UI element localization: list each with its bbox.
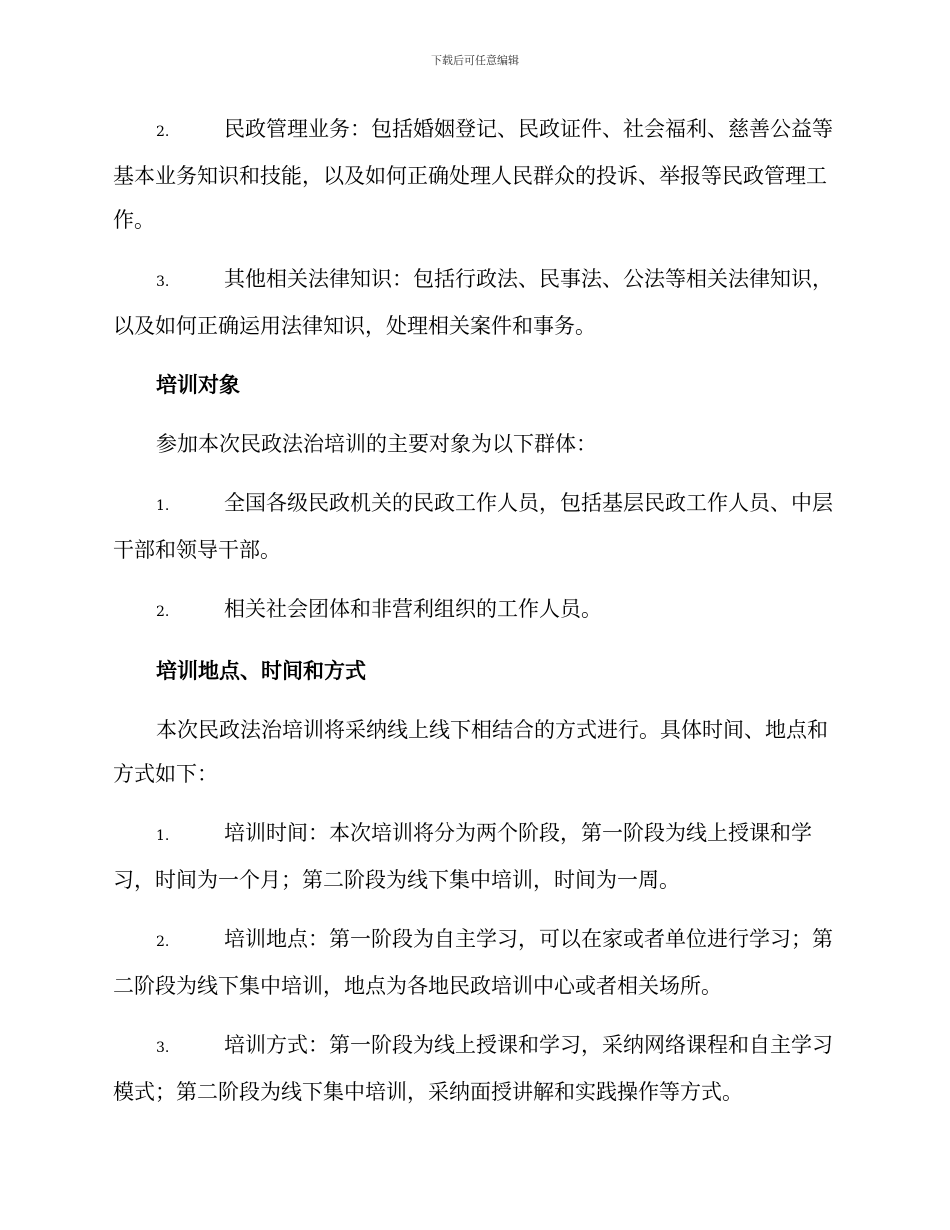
list-item xyxy=(113,811,835,902)
paragraph: 参加本次民政法治培训的主要对象为以下群体： xyxy=(156,432,597,456)
list-text: 全国各级民政机关的民政工作人员，包括基层民政工作人员、中层干部和领导干部。 xyxy=(113,491,833,562)
list-number: 2. xyxy=(156,604,170,620)
list-item xyxy=(113,917,835,1008)
list-number: 1. xyxy=(156,828,170,844)
list-item xyxy=(113,257,835,348)
list-text: 培训方式：第一阶段为线上授课和学习，采纳网络课程和自主学习模式；第二阶段为线下集中培训，采纳面授讲解和实践操作等方式。 xyxy=(113,1033,833,1104)
paragraph: 本次民政法治培训将采纳线上线下相结合的方式进行。具体时间、地点和方式如下： xyxy=(113,718,828,786)
section-heading-training-target: 培训对象 xyxy=(156,372,240,397)
list-text: 其他相关法律知识：包括行政法、民事法、公法等相关法律知识，以及如何正确运用法律知识，处理相关案件和事务。 xyxy=(113,267,833,338)
list-number: 2. xyxy=(156,934,170,950)
list-item xyxy=(113,587,835,634)
list-number: 3. xyxy=(156,274,170,290)
list-item xyxy=(113,1023,835,1114)
list-number: 1. xyxy=(156,498,170,514)
list-item xyxy=(113,481,835,572)
header-note: 下载后可任意编辑 xyxy=(431,54,519,67)
list-item xyxy=(113,107,835,242)
list-number: 2. xyxy=(156,124,170,140)
list-text: 相关社会团体和非营利组织的工作人员。 xyxy=(224,597,602,621)
section-heading-location-time-method: 培训地点、时间和方式 xyxy=(156,658,366,683)
list-text: 民政管理业务：包括婚姻登记、民政证件、社会福利、慈善公益等基本业务知识和技能，以及如何正确处理人民群众的投诉、举报等民政管理工作。 xyxy=(113,117,833,232)
document-body xyxy=(113,107,835,1129)
list-number: 3. xyxy=(156,1040,170,1056)
list-text: 培训时间：本次培训将分为两个阶段，第一阶段为线上授课和学习，时间为一个月；第二阶段为线下集中培训，时间为一周。 xyxy=(113,821,812,892)
list-text: 培训地点：第一阶段为自主学习，可以在家或者单位进行学习；第二阶段为线下集中培训，地点为各地民政培训中心或者相关场所。 xyxy=(113,927,833,998)
